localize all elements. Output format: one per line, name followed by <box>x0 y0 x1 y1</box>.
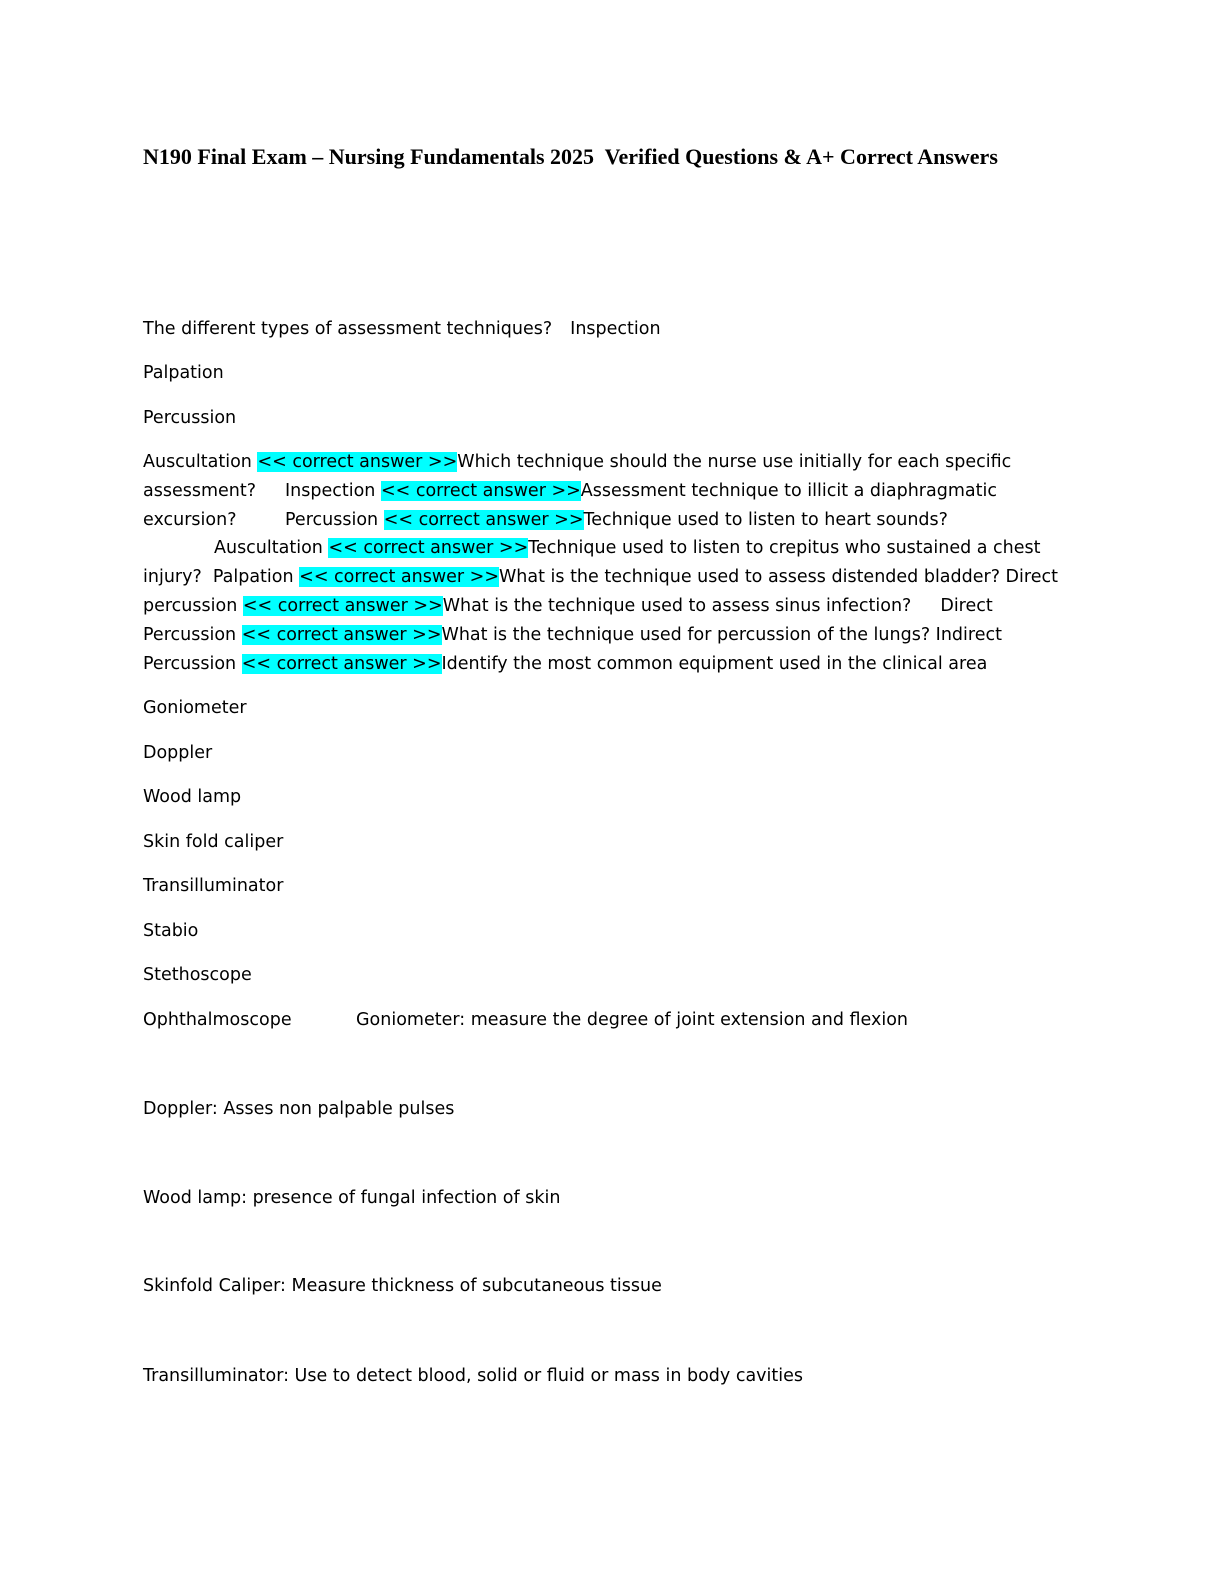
equipment-item: Skin fold caliper <box>143 832 284 852</box>
qa-line-8 <box>143 650 987 678</box>
qa-text: percussion <box>143 596 243 616</box>
qa-text: What is the technique used to assess distended bladder? Direct <box>498 567 1058 587</box>
qa-text: Inspection <box>285 481 381 501</box>
correct-answer-marker: << correct answer >> <box>380 481 581 501</box>
correct-answer-marker: << correct answer >> <box>241 625 442 645</box>
qa-text: injury? Palpation <box>143 567 300 587</box>
qa-text: Technique used to listen to heart sounds? <box>583 510 948 530</box>
qa-text: Percussion <box>285 510 384 530</box>
qa-text: What is the technique used for percussion of the lungs? Indirect <box>441 625 1002 645</box>
correct-answer-marker: << correct answer >> <box>383 510 584 530</box>
equipment-item: Stethoscope <box>143 965 252 985</box>
intro-first-answer: Inspection <box>570 319 661 339</box>
technique-percussion: Percussion <box>143 408 237 428</box>
intro-question: The different types of assessment techniques? <box>143 319 553 339</box>
qa-text: What is the technique used to assess sinus infection? <box>442 596 912 616</box>
qa-text: Identify the most common equipment used in the clinical area <box>441 654 988 674</box>
correct-answer-marker: << correct answer >> <box>299 567 499 587</box>
correct-answer-marker: << correct answer >> <box>242 596 443 616</box>
equipment-item: Ophthalmoscope <box>143 1010 292 1030</box>
definition-goniometer: Goniometer: measure the degree of joint extension and flexion <box>356 1010 909 1030</box>
qa-text: Auscultation <box>143 452 258 472</box>
definition-skinfold-caliper: Skinfold Caliper: Measure thickness of subcutaneous tissue <box>143 1276 662 1296</box>
equipment-item: Wood lamp <box>143 787 242 807</box>
definition-wood-lamp: Wood lamp: presence of fungal infection of skin <box>143 1188 561 1208</box>
correct-answer-marker: << correct answer >> <box>257 452 458 472</box>
qa-text: assessment? <box>143 481 257 501</box>
qa-line-1 <box>143 448 1011 476</box>
equipment-last-line <box>143 1006 908 1034</box>
qa-text: excursion? <box>143 510 237 530</box>
definition-doppler: Doppler: Asses non palpable pulses <box>143 1099 455 1119</box>
qa-line-6 <box>143 592 993 620</box>
intro-line <box>143 315 661 343</box>
qa-text: Which technique should the nurse use initially for each specific <box>457 452 1012 472</box>
qa-line-3 <box>143 506 948 534</box>
qa-text: Assessment technique to illicit a diaphragmatic <box>580 481 997 501</box>
qa-text: Direct <box>940 596 993 616</box>
equipment-item: Stabio <box>143 921 199 941</box>
document-title: N190 Final Exam – Nursing Fundamentals 2025 Verified Questions & A+ Correct Answers <box>143 144 998 169</box>
equipment-item: Goniometer <box>143 698 247 718</box>
qa-line-5 <box>143 563 1058 591</box>
technique-palpation: Palpation <box>143 363 224 383</box>
qa-text: Technique used to listen to crepitus who sustained a chest <box>528 538 1041 558</box>
qa-line-7 <box>143 621 1002 649</box>
qa-text: Auscultation <box>214 538 329 558</box>
qa-text: Percussion <box>143 654 242 674</box>
equipment-item: Transilluminator <box>143 876 284 896</box>
correct-answer-marker: << correct answer >> <box>328 538 529 558</box>
qa-line-2 <box>143 477 997 505</box>
equipment-item: Doppler <box>143 743 213 763</box>
qa-text: Percussion <box>143 625 242 645</box>
definition-transilluminator: Transilluminator: Use to detect blood, solid or fluid or mass in body cavities <box>143 1366 804 1386</box>
qa-line-4 <box>143 534 1041 562</box>
correct-answer-marker: << correct answer >> <box>241 654 442 674</box>
